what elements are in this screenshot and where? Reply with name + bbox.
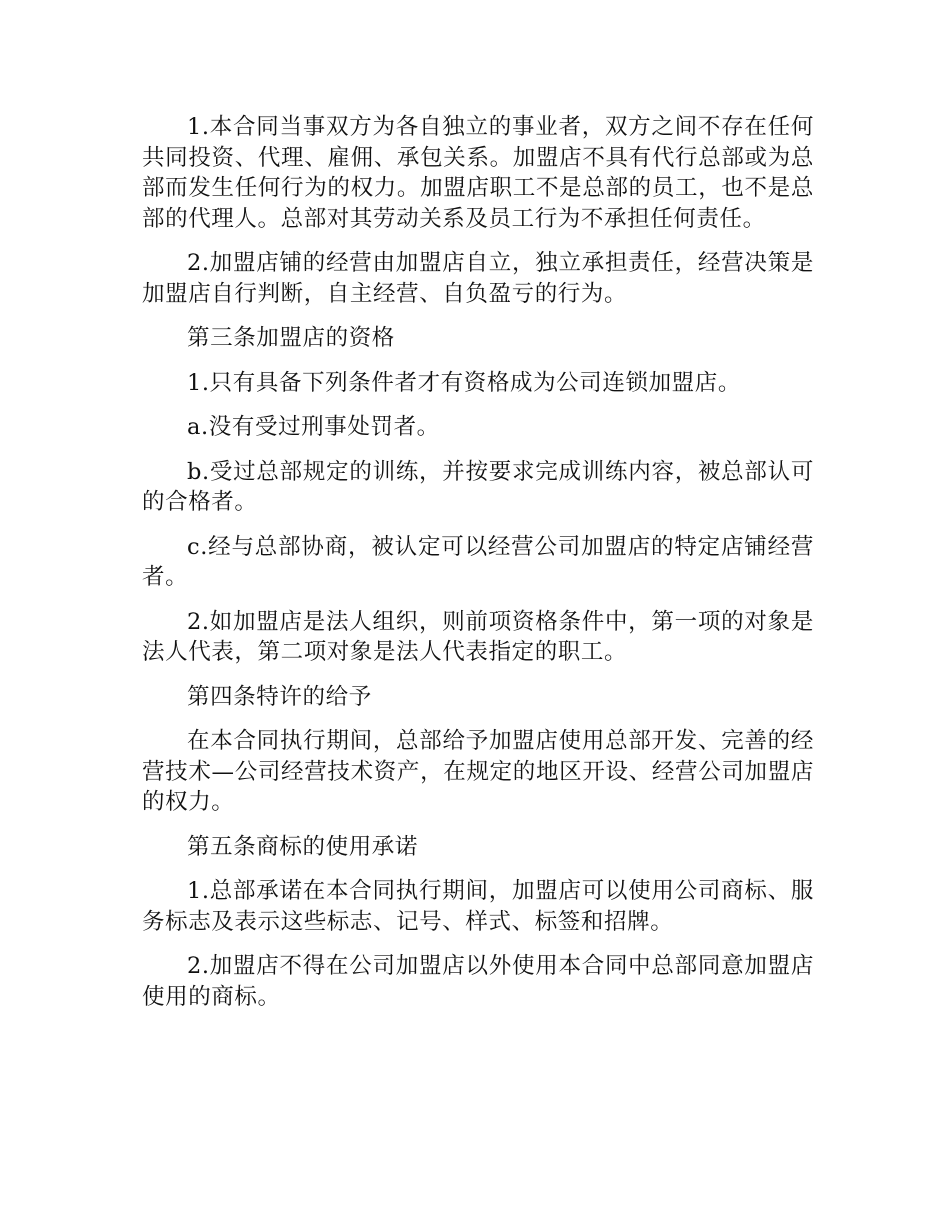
paragraph-condition-b: b.受过总部规定的训练，并按要求完成训练内容，被总部认可的合格者。 [142, 458, 814, 515]
paragraph-condition-c: c.经与总部协商，被认定可以经营公司加盟店的特定店铺经营者。 [142, 533, 814, 590]
section-heading-article-5: 第五条商标的使用承诺 [187, 833, 419, 860]
paragraph-legal-entity: 2.如加盟店是法人组织，则前项资格条件中，第一项的对象是法人代表，第二项对象是法人代表指定的职工。 [142, 608, 814, 665]
paragraph-self-management: 2.加盟店铺的经营由加盟店自立，独立承担责任，经营决策是加盟店自行判断，自主经营、自负盈亏的行为。 [142, 250, 814, 307]
paragraph-franchise-grant: 在本合同执行期间，总部给予加盟店使用总部开发、完善的经营技术—公司经营技术资产，在规定的地区开设、经营公司加盟店的权力。 [142, 728, 814, 815]
paragraph-independence: 1.本合同当事双方为各自独立的事业者，双方之间不存在任何共同投资、代理、雇佣、承包关系。加盟店不具有代行总部或为总部而发生任何行为的权力。加盟店职工不是总部的员工，也不是总部的代理人。总部对其劳动关系及员工行为不承担任何责任。 [142, 114, 814, 232]
section-heading-article-4: 第四条特许的给予 [187, 683, 372, 710]
paragraph-condition-a: a.没有受过刑事处罚者。 [187, 414, 440, 440]
document-page [142, 112, 814, 1026]
section-heading-article-3: 第三条加盟店的资格 [187, 325, 395, 351]
paragraph-qualification-intro: 1.只有具备下列条件者才有资格成为公司连锁加盟店。 [187, 369, 741, 396]
paragraph-trademark-use: 1.总部承诺在本合同执行期间，加盟店可以使用公司商标、服务标志及表示这些标志、记号、样式、标签和招牌。 [142, 878, 814, 935]
paragraph-trademark-restriction: 2.加盟店不得在公司加盟店以外使用本合同中总部同意加盟店使用的商标。 [142, 953, 814, 1010]
